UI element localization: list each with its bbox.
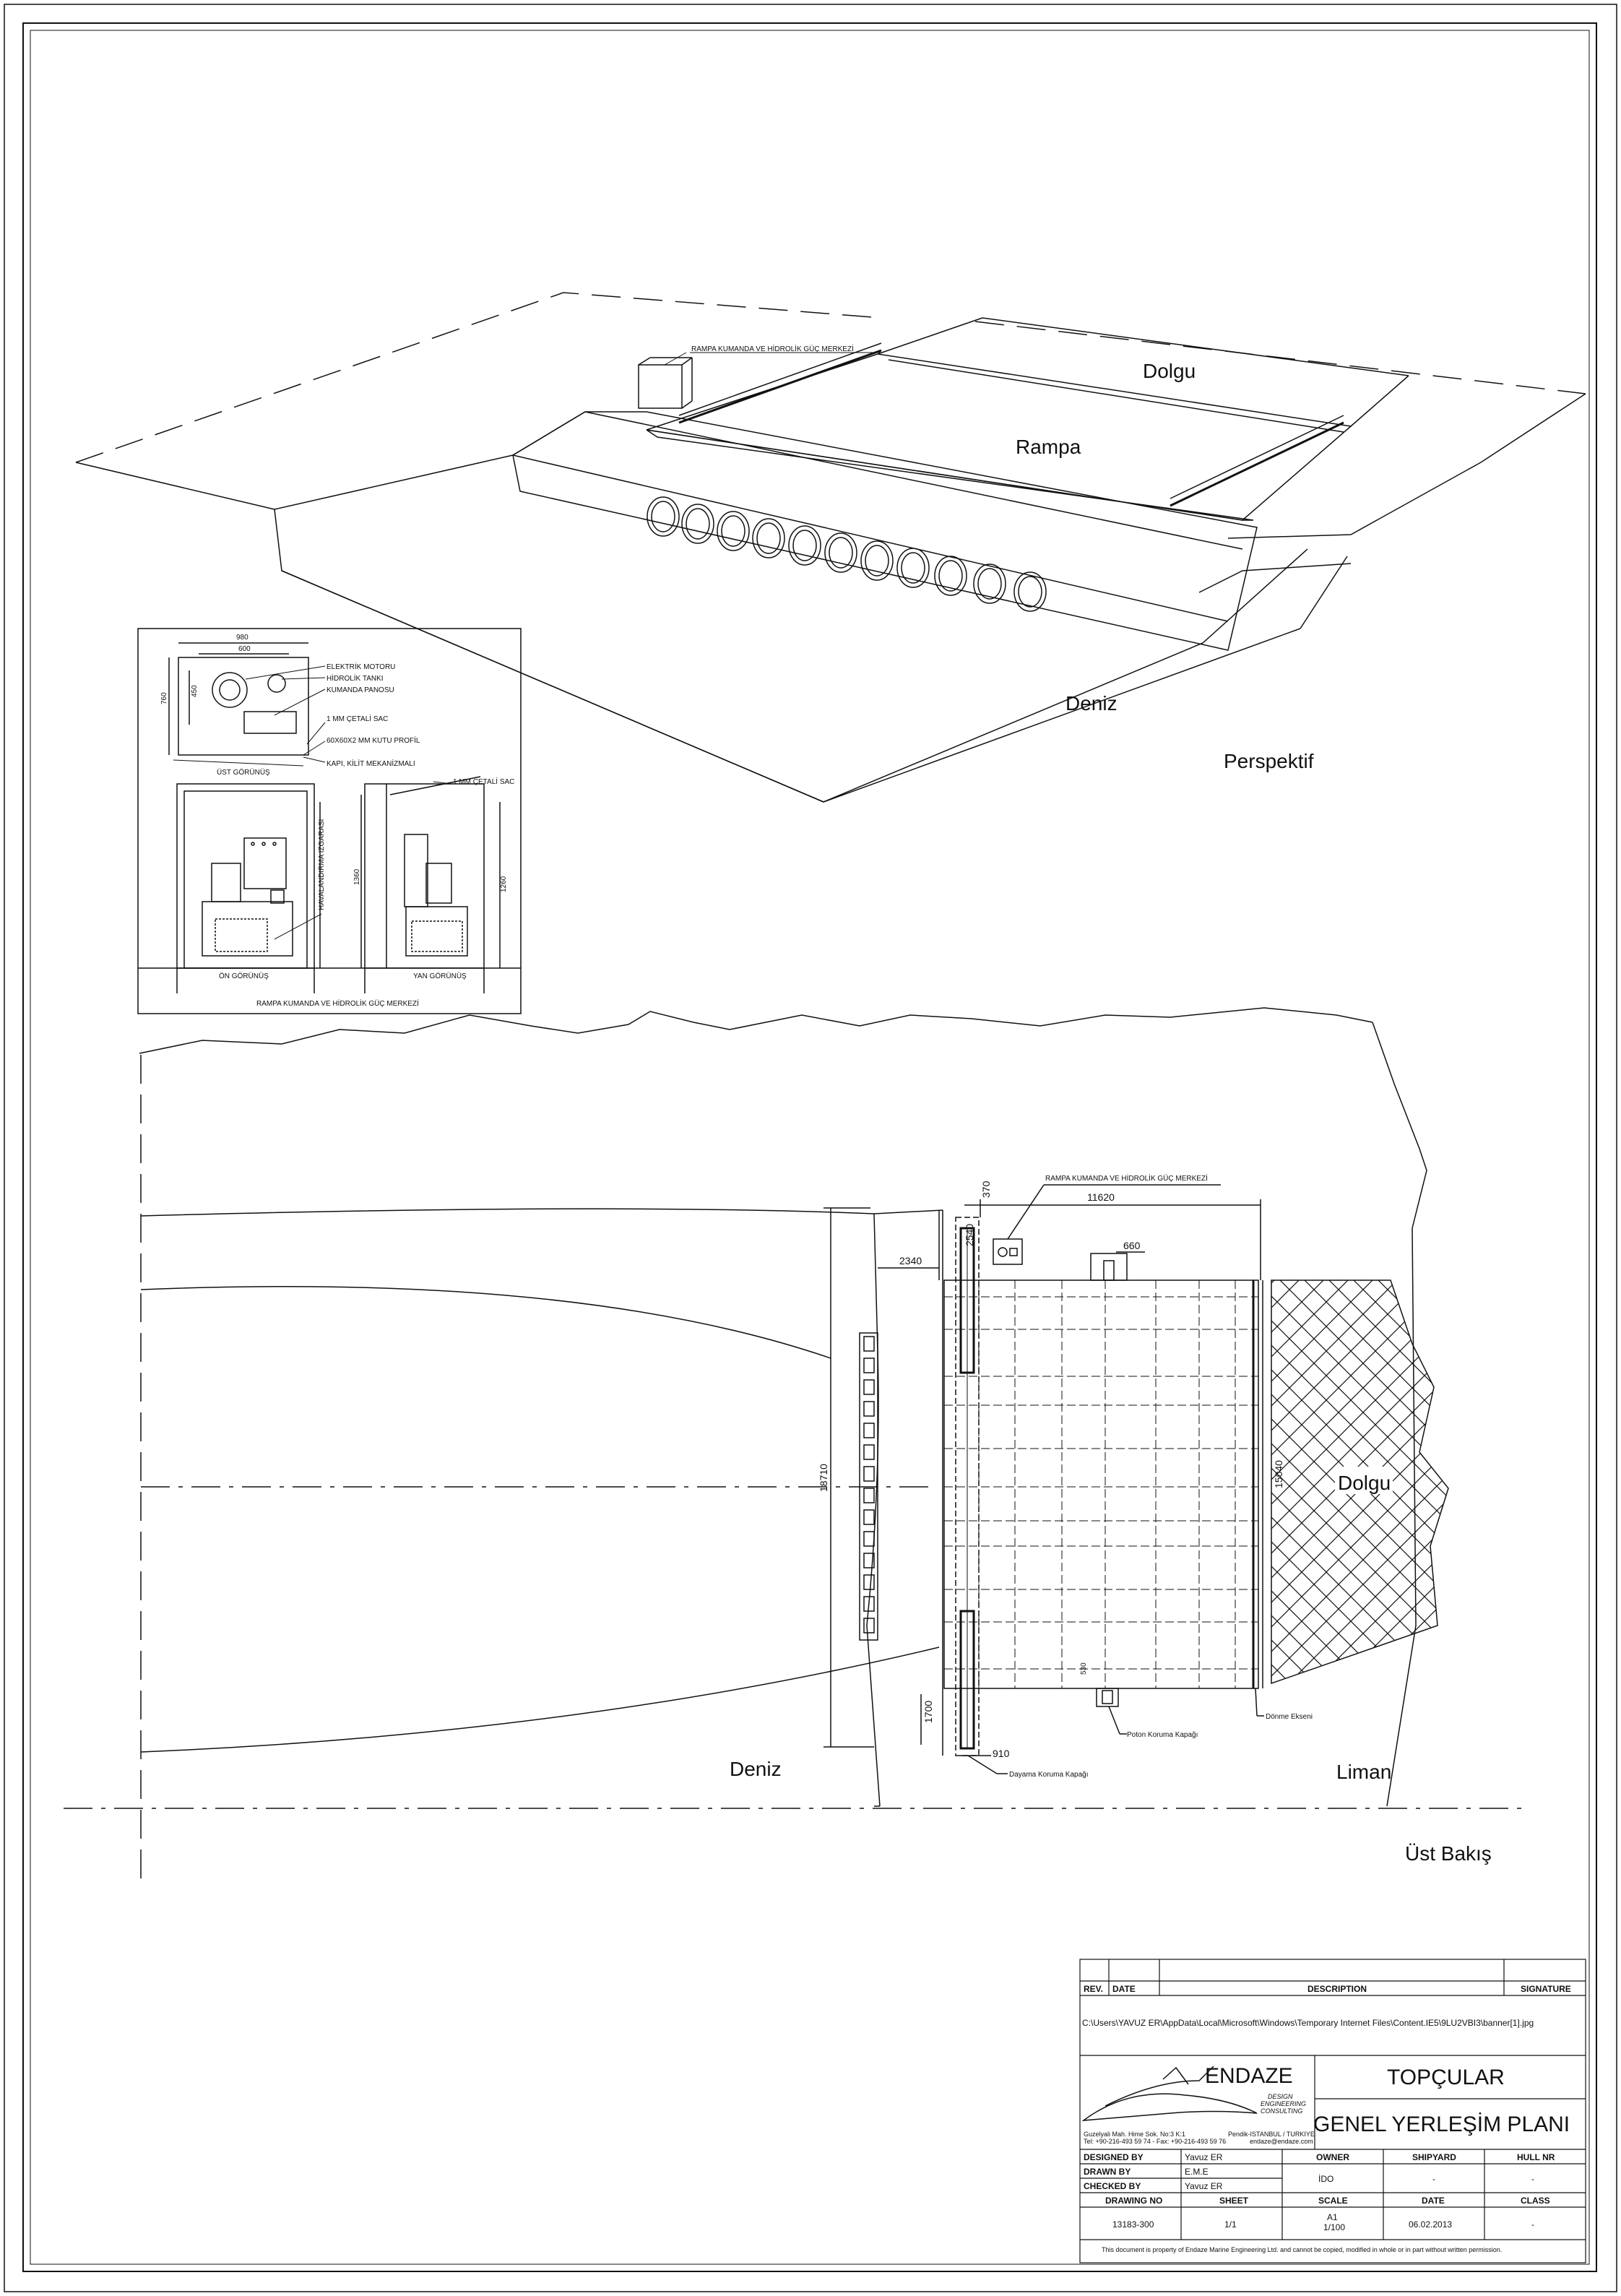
- callout-tank: HİDROLİK TANKI: [327, 675, 384, 683]
- terrain-line: [76, 462, 275, 509]
- sheet: 1/1: [1224, 2219, 1237, 2230]
- callout-rotation: Dönme Ekseni: [1266, 1713, 1313, 1721]
- dim-600: 600: [238, 645, 251, 653]
- dim-760: 760: [160, 692, 168, 704]
- callout-motor: ELEKTRİK MOTORU: [327, 663, 396, 671]
- dim-18710: 18710: [818, 1464, 829, 1492]
- dim-2540: 2540: [964, 1223, 975, 1246]
- tyre-fenders: [647, 497, 1046, 611]
- date: 06.02.2013: [1409, 2219, 1453, 2230]
- label-deniz-top: Deniz: [1065, 692, 1118, 715]
- sea-curve-top: [141, 1209, 943, 1216]
- label-rampa: Rampa: [1016, 436, 1081, 458]
- detail-title: RAMPA KUMANDA VE HİDROLİK GÜÇ MERKEZİ: [256, 1000, 419, 1008]
- company-sub-3: CONSULTING: [1261, 2107, 1303, 2115]
- disclaimer: This document is property of Endaze Marine Engineering Ltd. and cannot be copied, modified in whole or in part without written permission.: [1102, 2246, 1503, 2253]
- callout-pontoon: Poton Koruma Kapağı: [1127, 1731, 1198, 1739]
- dim-1260: 1260: [500, 876, 508, 892]
- dim-11620: 11620: [1087, 1191, 1115, 1203]
- label-deniz-plan: Deniz: [730, 1758, 782, 1780]
- inner-border: [23, 23, 1596, 2271]
- dim-530: 530: [1080, 1662, 1088, 1675]
- panel-rect: [244, 712, 296, 733]
- dim-370: 370: [980, 1181, 992, 1198]
- sea-line-3: [1300, 556, 1347, 629]
- terrain-edge: [76, 293, 881, 462]
- scale: 1/100: [1323, 2222, 1346, 2232]
- callout-lock: KAPI, KİLİT MEKANİZMALI: [327, 760, 415, 768]
- callout-bearing: Dayama Koruma Kapağı: [1009, 1771, 1089, 1779]
- side-panel: [405, 834, 428, 907]
- owner-label: OWNER: [1316, 2152, 1349, 2162]
- front-panel: [244, 838, 286, 889]
- label-dolgu-top: Dolgu: [1143, 360, 1196, 382]
- sea-line-2: [824, 629, 1300, 802]
- callout-grille: HAVALANDIRMA IZGARASI: [318, 819, 326, 910]
- terrain-line-2: [1481, 394, 1586, 462]
- class-label: CLASS: [1521, 2196, 1550, 2206]
- callout-profile: 60X60X2 MM KUTU PROFİL: [327, 737, 420, 745]
- drawn-by: E.M.E: [1185, 2167, 1209, 2177]
- side-view-box: [365, 784, 484, 968]
- shipyard: -: [1432, 2174, 1435, 2184]
- front-view-box: [177, 784, 314, 968]
- rev-header: REV.: [1084, 1984, 1103, 1994]
- address-right: Pendik-ISTANBUL / TURKIYE: [1228, 2131, 1315, 2138]
- shipyard-label: SHIPYARD: [1412, 2152, 1456, 2162]
- control-unit-label: RAMPA KUMANDA VE HİDROLİK GÜÇ MERKEZİ: [691, 345, 854, 353]
- ramp-plan: [944, 1280, 1258, 1688]
- file-path: C:\Users\YAVUZ ER\AppData\Local\Microsoft\Windows\Temporary Internet Files\Content.IE5\9LU2VBI3\banner[1].jpg: [1082, 2018, 1534, 2028]
- control-box: [639, 365, 682, 408]
- ramp-edge: [647, 430, 1253, 520]
- checked-by-label: CHECKED BY: [1084, 2181, 1141, 2191]
- sea-curve-bottom: [141, 1647, 939, 1752]
- checked-by: Yavuz ER: [1185, 2181, 1223, 2191]
- scale-label: SCALE: [1318, 2196, 1348, 2206]
- email-right: endaze@endaze.com: [1250, 2138, 1313, 2145]
- inner-border-2: [30, 30, 1589, 2264]
- railing-right: [1170, 423, 1344, 506]
- owner: İDO: [1318, 2174, 1334, 2184]
- plan-view: [64, 1008, 1524, 1886]
- hull: -: [1531, 2174, 1534, 2184]
- company-sub-2: ENGINEERING: [1261, 2100, 1307, 2107]
- sheet-label: SHEET: [1219, 2196, 1249, 2206]
- control-unit-callout: RAMPA KUMANDA VE HİDROLİK GÜÇ MERKEZİ: [1045, 1175, 1208, 1183]
- fenders: [864, 1337, 874, 1633]
- view-side-label: YAN GÖRÜNÜŞ: [413, 972, 467, 980]
- label-dolgu-plan: Dolgu: [1338, 1472, 1391, 1494]
- sea-curve-2: [141, 1287, 831, 1358]
- ramp-deck: [647, 354, 1351, 520]
- control-unit-detail: [138, 629, 521, 1014]
- motor-circle: [212, 673, 247, 707]
- label-liman: Liman: [1336, 1761, 1392, 1783]
- dim-980: 980: [236, 634, 248, 642]
- date-label: DATE: [1422, 2196, 1445, 2206]
- dim-660: 660: [1123, 1240, 1141, 1251]
- dim-1360: 1360: [353, 868, 361, 885]
- project-name: TOPÇULAR: [1387, 2066, 1505, 2089]
- callout-sheet: 1 MM ÇETALİ SAC: [327, 715, 389, 723]
- company-name: ENDAZE: [1205, 2064, 1293, 2088]
- dim-910: 910: [993, 1748, 1010, 1759]
- drawing-title: GENEL YERLEŞİM PLANI: [1313, 2112, 1570, 2136]
- side-motor: [426, 863, 451, 903]
- pontoon-block: [513, 412, 1257, 650]
- sea-outline: [275, 509, 1307, 802]
- company-sub-1: DESIGN: [1268, 2093, 1293, 2100]
- tank-circle: [268, 675, 285, 692]
- side-tank: [406, 907, 467, 956]
- front-grille: [215, 919, 267, 951]
- description-header: DESCRIPTION: [1307, 1984, 1367, 1994]
- drawing-no: 13183-300: [1112, 2219, 1154, 2230]
- scale-paper: A1: [1327, 2212, 1338, 2222]
- front-motor: [212, 863, 241, 902]
- label-perspektif: Perspektif: [1224, 750, 1314, 772]
- dim-450: 450: [191, 685, 199, 697]
- callout-sheet-2: 1 MM ÇETALİ SAC: [453, 778, 515, 786]
- callout-panel: KUMANDA PANOSU: [327, 686, 394, 694]
- drawing-no-label: DRAWING NO: [1105, 2196, 1163, 2206]
- railing-left-top: [679, 343, 881, 415]
- signature-header: SIGNATURE: [1521, 1984, 1571, 1994]
- railing-left: [679, 350, 881, 423]
- top-bracket: [1091, 1253, 1127, 1280]
- title-block: [1080, 1959, 1586, 2263]
- ramp-grid: [944, 1280, 1258, 1688]
- ramp-inner-line: [889, 360, 1344, 432]
- break-line-right: [1373, 1022, 1427, 1228]
- ramp-fill-line-2: [1351, 376, 1409, 426]
- address-left: Guzelyali Mah. Hime Sok. No:3 K:1: [1084, 2131, 1186, 2138]
- phone-left: Tel: +90-216-493 59 74 - Fax: +90-216-493 59 76: [1084, 2138, 1227, 2145]
- railing-right-top: [1170, 415, 1344, 499]
- designed-by: Yavuz ER: [1185, 2152, 1223, 2162]
- ramp-top-line: [878, 318, 982, 354]
- dim-1700: 1700: [922, 1700, 934, 1723]
- break-line: [139, 1008, 1373, 1053]
- control-box-plan: [993, 1239, 1022, 1264]
- view-front-label: ÖN GÖRÜNÜŞ: [219, 972, 269, 980]
- perspective-view: [76, 293, 1586, 802]
- drawn-by-label: DRAWN BY: [1084, 2167, 1131, 2177]
- hull-label: HULL NR: [1517, 2152, 1555, 2162]
- designed-by-label: DESIGNED BY: [1084, 2152, 1144, 2162]
- label-ust-bakis: Üst Bakış: [1405, 1842, 1492, 1865]
- class: -: [1531, 2219, 1534, 2230]
- date-header: DATE: [1112, 1984, 1136, 1994]
- dim-2340: 2340: [899, 1255, 922, 1266]
- pontoon-line: [513, 455, 1228, 621]
- view-top-label: ÜST GÖRÜNÜŞ: [217, 769, 270, 777]
